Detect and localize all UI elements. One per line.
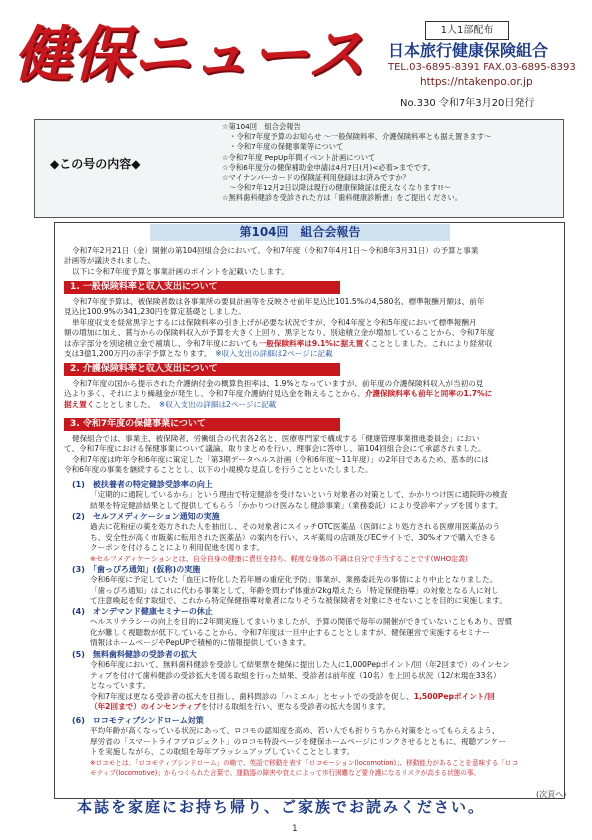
body-line: となっています。 bbox=[90, 681, 151, 691]
masthead-logo: 健保ニュース bbox=[14, 20, 367, 90]
program-heading: (4) オンデマンド健康セミナーの休止 bbox=[72, 607, 213, 616]
footnote: ※セルフメディケーションとは、自分自身の健康に責任を持ち、軽度な身体の不調は自分で手当することです(WHO定義) bbox=[90, 554, 468, 563]
take-home-message: 本誌を家庭にお持ち帰り、ご家族でお読みください。 bbox=[77, 798, 486, 816]
reference-note: ※収入支出の詳細は2ページに記載 bbox=[158, 399, 277, 409]
program-item-6 bbox=[72, 716, 556, 778]
body-line: 見込比100.9%の341,230円を算定基礎としました。 bbox=[64, 307, 246, 317]
body-line bbox=[90, 702, 556, 712]
body-line: 令和7年度の国から提示された介護納付金の概算負担率は、1.9%となっていますが、前年度の介護保険料収入が当初の見 bbox=[72, 379, 484, 388]
body-line: 結果を特定健診結果として提供してもらう「かかりつけ医みなし健診事業」（業務委託）により受診率アップを図ります。 bbox=[90, 500, 503, 510]
program-body bbox=[72, 490, 556, 511]
body-line: ち、安全性が高く市販薬に転用された医薬品）の案内を行い、スギ薬局の店頭及びECサイトで、30%オフで購入できる bbox=[90, 532, 496, 542]
body-line: 平均年齢が高くなっている状況にあって、ロコモの認知度を高め、若い人でも折りうちから対策をとってもらえるよう、 bbox=[90, 726, 500, 736]
distribution-badge: 1人1部配布 bbox=[425, 21, 509, 40]
body-line: 令和7年度は昨年令和6年度に策定した「第3期データヘルス計画（令和6年度～11年度）」の2年目であるため、基本的には bbox=[72, 454, 489, 464]
body-line: トを実施しながら、この取組を毎年ブラッシュアップしていくこととします。 bbox=[90, 747, 355, 757]
body-line bbox=[64, 339, 556, 349]
body-line: 情報はホームページやPepUPで積極的に情報提供していきます。 bbox=[90, 638, 311, 648]
contact-phone-fax: TEL.03-6895-8391 FAX.03-6895-8393 bbox=[388, 62, 576, 73]
body-line bbox=[90, 692, 556, 702]
highlight-text: 一般保険料率は9.1%に据え置く bbox=[258, 338, 371, 348]
program-heading: (2) セルフメディケーション通知の実施 bbox=[72, 512, 220, 521]
section-heading-care-rate: 2. 介護保険料率と収入支出について bbox=[64, 363, 340, 376]
contents-item: ☆令和7年度 PepUp年間イベント計画について bbox=[222, 152, 376, 162]
organization-name: 日本旅行健康保険組合 bbox=[388, 41, 549, 60]
body-line: 「定期的に通院しているから」という理由で特定健診を受けないという対象者の対策として、かかりつけ医に通院時の検査 bbox=[90, 490, 508, 500]
contents-list bbox=[222, 122, 560, 204]
meeting-intro bbox=[64, 246, 556, 277]
body-text: 支は3億1,200万円の赤字予算となります。 bbox=[64, 349, 208, 359]
highlight-text: 介護保険料率も前年と同率の1.7%に bbox=[364, 389, 493, 399]
program-heading: (5) 無料歯科健診の受診者の拡大 bbox=[72, 650, 197, 659]
intro-line: 以下に令和7年度予算と事業計画のポイントを記載いたします。 bbox=[72, 266, 289, 276]
program-item-3 bbox=[72, 565, 556, 607]
continued-next-page: (次頁へ) bbox=[536, 790, 567, 799]
body-text: 令和7年度は更なる受診者の拡大を目指し、歯科問診の「ハミエル」とセットでの受診を促し、 bbox=[90, 691, 414, 701]
program-body bbox=[72, 726, 556, 777]
contents-item: ☆第104回 組合会報告 bbox=[222, 122, 301, 131]
contents-item: ☆令和6年度分の健保補助金申請は4月7日(月)<必着>までです。 bbox=[222, 162, 435, 172]
section-body-care-rate bbox=[64, 379, 556, 410]
program-body bbox=[72, 617, 556, 648]
body-line: 額の増加に加え、賞与からの保険料収入が予算を大きく上回り、黒字となり、別途積立金が増加していることから、令和7年度 bbox=[64, 328, 495, 338]
program-item-5 bbox=[72, 650, 556, 712]
meeting-report-title: 第104回 組合会報告 bbox=[150, 224, 450, 241]
body-line: て、令和7年度における保健事業について議論、取りまとめを行い、理事会に答申し、第104回組合会にて承認されました。 bbox=[64, 444, 486, 454]
intro-line: 計画等が議決されました。 bbox=[64, 256, 156, 266]
reference-note: ※収入支出の詳細は2ページに記載 bbox=[215, 349, 333, 359]
body-text: は赤字部分を別途積立金で補填し、令和7年度においても bbox=[64, 338, 259, 348]
body-line: 単年度収支を経常黒字とするには保険料率の引き上げが必要な状況ですが、令和4年度と令和5年度において標準報酬月 bbox=[72, 317, 477, 327]
body-line: 「歯っぴろ通知」はこれに代わる事業として、年齢を問わず体重が2kg増えたら「特定保健指導」の対象となる人に対し bbox=[90, 585, 499, 595]
program-heading: (6) ロコモティブシンドローム対策 bbox=[72, 716, 204, 725]
body-text: こととしました。 bbox=[94, 399, 152, 409]
contents-item: ・令和7年度予算のお知らせ ～一般保険料率、介護保険料率とも据え置きます～ bbox=[222, 132, 492, 142]
issue-number-date: No.330 令和7年3月20日発行 bbox=[400, 98, 535, 109]
program-item-2 bbox=[72, 512, 556, 564]
intro-line: 令和7年2月21日（金）開催の第104回組合会において、令和7年度（令和7年4月1日～令和8年3月31日）の予算と事業 bbox=[72, 246, 479, 255]
highlight-text: 据え置く bbox=[64, 399, 95, 409]
page-number: 1 bbox=[292, 824, 298, 834]
body-line: ヘルスリテラシーの向上を目的に2年間実施してまいりましたが、予算の関係で毎年の開催ができていないこともあり、習慣 bbox=[90, 617, 513, 627]
body-line bbox=[64, 349, 556, 359]
body-line: 令和7年度予算は、被保険者数は各事業所の要員計画等を反映させ前年見込比101.5%の4,580名、標準報酬月額は、前年 bbox=[72, 297, 485, 306]
body-line: クーポンを付けることにより利用促進を図ります。 bbox=[90, 543, 265, 553]
contents-item: ・令和7年度の保健事業等について bbox=[222, 142, 344, 152]
body-line: 健保組合では、事業主、被保険者、労働組合の代表各2名と、医療専門家で構成する「健康管理事業推進委員会」におい bbox=[72, 434, 480, 443]
contents-item: ☆マイナンバーカードの保険証利用登録はお済みですか？ bbox=[222, 173, 410, 183]
program-body bbox=[72, 660, 556, 712]
highlight-text: 1,500Pepポイント/回 bbox=[413, 691, 495, 701]
body-line: 令和6年度に予定していた「血圧に特化した若年層の重症化予防」事業が、業務委託先の事情により中止となりました。 bbox=[90, 575, 498, 585]
program-body bbox=[72, 522, 556, 563]
contents-item: ～令和7年12月2日以降は現行の健康保険証は使えなくなります!!～ bbox=[222, 183, 451, 193]
section-body-health-programs bbox=[64, 434, 556, 476]
program-item-4 bbox=[72, 607, 556, 649]
contents-item: ☆無料歯科健診を受診された方は「歯科健康診断書」をご提出ください。 bbox=[222, 193, 463, 203]
section-heading-health-programs: 3. 令和7年度の保健事業について bbox=[64, 418, 340, 431]
body-line: 過去に花粉症の薬を処方された人を抽出し、その対象者にスイッチOTC医薬品（医師により処方される医療用医薬品のう bbox=[90, 522, 501, 532]
body-line: 令和6年度の事業を継続することとし、以下の小規模な見直しを行うことといたしました。 bbox=[64, 465, 373, 475]
body-line bbox=[64, 389, 556, 399]
body-text: を付ける取組を行い、更なる受診者の拡大を図ります。 bbox=[201, 702, 391, 712]
body-line: 化が難しく視聴数が低下していることから、令和7年度は一旦中止することとしますが、健保運営で実施するセミナー bbox=[90, 627, 490, 637]
contents-title: ◆この号の内容◆ bbox=[50, 157, 141, 171]
section-heading-premium-rate: 1. 一般保険料率と収入支出について bbox=[64, 281, 340, 294]
section-body-premium-rate bbox=[64, 297, 556, 359]
body-line bbox=[64, 400, 556, 410]
body-line: ティブを付けて歯科健診の受診拡大を図る取組を行った結果、受診者は前年度（10名）を上回る状況（12/末現在33名） bbox=[90, 670, 501, 680]
program-heading: (3) 「歯っぴろ通知」(仮称)の実施 bbox=[72, 565, 201, 574]
program-item-1 bbox=[72, 480, 556, 511]
footnote: モティブ(locomotive)」からつくられた言葉で、運動器の障害や衰えによって歩行困難など要介護になるリスクが高まる状態の事。 bbox=[90, 768, 481, 777]
program-body bbox=[72, 575, 556, 606]
body-line: て注意喚起を促す取組で、これから特定保健指導対象者になりそうな被保険者を対象にさせないことを目的に実施します。 bbox=[90, 596, 507, 606]
body-text: 込より多く、それにより繰越金が発生し、令和7年度介護納付見込金を賄えることから、 bbox=[64, 389, 365, 399]
footnote: ※ロコモとは、「ロコモティブシンドローム」の略で、英語で移動を表す「ロコモーション(locomotion)」、移動能力があることを意味する「ロコ bbox=[90, 758, 519, 767]
program-heading: (1) 被扶養者の特定健診受診率の向上 bbox=[72, 480, 213, 489]
body-line: 令和6年度において、無料歯科健診を受診して結果票を健保に提出した人に1,000Pepポイント/回（年2回まで）のインセン bbox=[90, 660, 510, 670]
body-text: こととしました。これにより経常収 bbox=[370, 338, 493, 348]
highlight-text: （年2回まで）のインセンティブ bbox=[90, 702, 201, 712]
body-line: 厚労省の「スマートライフプロジェクト」のロコモ特設ページを健保ホームページにリンクさせるとともに、視聴アンケー bbox=[90, 736, 506, 746]
website-link[interactable]: https://ntakenpo.or.jp bbox=[420, 76, 533, 88]
